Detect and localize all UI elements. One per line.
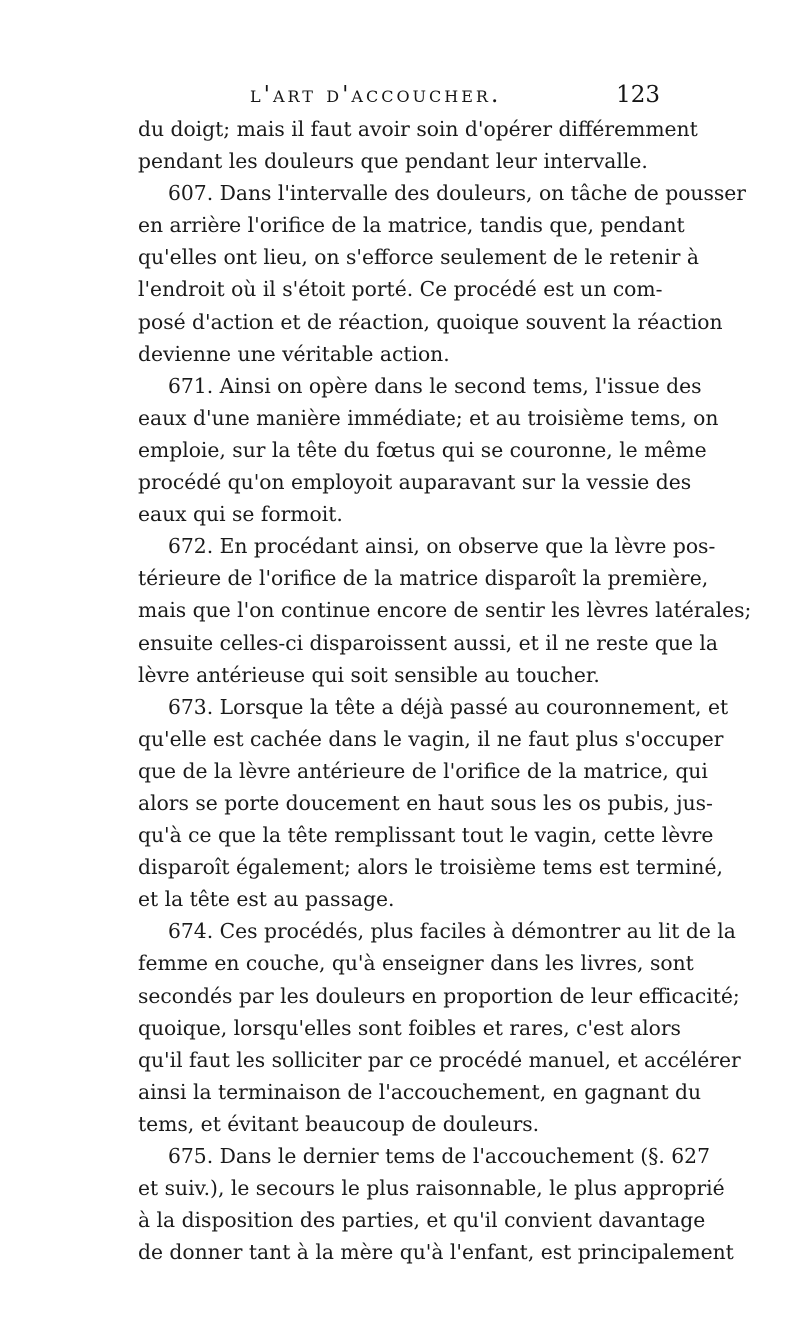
text-line: alors se porte doucement en haut sous les os pubis, jus- — [138, 790, 713, 815]
text-line: femme en couche, qu'à enseigner dans les livres, sont — [138, 951, 694, 976]
page-number: 123 — [616, 82, 660, 108]
text-line: à la disposition des parties, et qu'il convient davantage — [138, 1208, 706, 1233]
text-line: pendant les douleurs que pendant leur intervalle. — [138, 149, 648, 174]
text-line: emploie, sur la tête du fœtus qui se couronne, le même — [138, 437, 707, 462]
text-line: que de la lèvre antérieure de l'orifice de la matrice, qui — [138, 758, 708, 783]
running-title: l'art d'accoucher. — [250, 82, 502, 108]
text-line: tems, et évitant beaucoup de douleurs. — [138, 1111, 540, 1136]
text-line: qu'à ce que la tête remplissant tout le vagin, cette lèvre — [138, 823, 714, 848]
text-line: devienne une véritable action. — [138, 341, 450, 366]
text-line: posé d'action et de réaction, quoique souvent la réaction — [138, 309, 723, 334]
paragraph-672-start: 672. En procédant ainsi, on observe que la lèvre pos- — [168, 534, 716, 559]
paragraph-673-start: 673. Lorsque la tête a déjà passé au couronnement, et — [168, 694, 729, 719]
text-line: procédé qu'on employoit auparavant sur la vessie des — [138, 470, 692, 495]
text-line: en arrière l'orifice de la matrice, tandis que, pendant — [138, 213, 685, 238]
text-line: secondés par les douleurs en proportion de leur efficacité; — [138, 983, 740, 1008]
text-line: térieure de l'orifice de la matrice disparoît la première, — [138, 566, 709, 591]
text-line: disparoît également; alors le troisième tems est terminé, — [138, 855, 723, 880]
body-text — [138, 113, 752, 1268]
text-line: et la tête est au passage. — [138, 887, 395, 912]
text-line: qu'elles ont lieu, on s'efforce seulement de le retenir à — [138, 245, 699, 270]
paragraph-675-start: 675. Dans le dernier tems de l'accouchement (§. 627 — [168, 1144, 710, 1168]
page-header — [250, 82, 660, 114]
paragraph-671-start: 671. Ainsi on opère dans le second tems, l'issue des — [168, 373, 702, 398]
text-line: eaux d'une manière immédiate; et au troisième tems, on — [138, 405, 719, 430]
text-line: qu'elle est cachée dans le vagin, il ne faut plus s'occuper — [138, 726, 724, 751]
paragraph-674-start: 674. Ces procédés, plus faciles à démontrer au lit de la — [168, 919, 736, 944]
text-line: mais que l'on continue encore de sentir les lèvres latérales; — [138, 598, 752, 623]
text-line: ensuite celles-ci disparoissent aussi, et il ne reste que la — [138, 630, 718, 655]
text-line: qu'il faut les solliciter par ce procédé manuel, et accélérer — [138, 1047, 741, 1072]
text-line: et suiv.), le secours le plus raisonnable, le plus approprié — [138, 1176, 725, 1201]
text-line: de donner tant à la mère qu'à l'enfant, est principalement — [138, 1240, 734, 1265]
text-line: lèvre antérieuse qui soit sensible au toucher. — [138, 662, 600, 687]
text-line: ainsi la terminaison de l'accouchement, en gagnant du — [138, 1079, 702, 1104]
text-line: eaux qui se formoit. — [138, 502, 343, 527]
paragraph-607-start: 607. Dans l'intervalle des douleurs, on tâche de pousser — [168, 181, 746, 206]
text-line: quoique, lorsqu'elles sont foibles et rares, c'est alors — [138, 1015, 681, 1040]
text-line: l'endroit où il s'étoit porté. Ce procédé est un com- — [138, 277, 663, 302]
text-line: du doigt; mais il faut avoir soin d'opérer différemment — [138, 117, 698, 141]
